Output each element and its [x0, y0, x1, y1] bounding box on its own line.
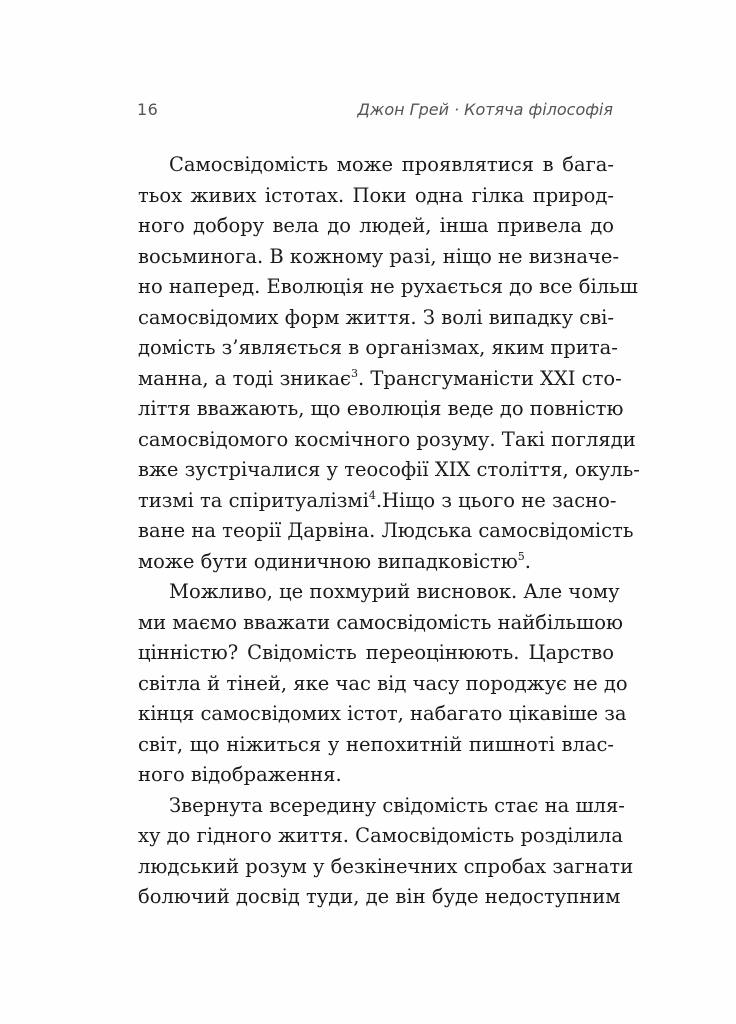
text-line: світ, що ніжиться у непохитній пишноті влас- [138, 732, 614, 756]
page-number: 16 [137, 100, 159, 119]
book-title: Котяча філософія [464, 100, 613, 119]
text-line-with-footnote [138, 486, 617, 517]
text-line-with-footnote [138, 547, 614, 578]
text-line: вже зустрічалися у теософії XIX століття, окуль- [138, 458, 640, 481]
text-line: домість з’являється в організмах, яким прита- [138, 336, 618, 359]
line-text: тизмі та спіритуалізмі [138, 488, 369, 512]
text-line: ми маємо вважати самосвідомість найбільшою [138, 610, 624, 634]
text-line: но наперед. Еволюція не рухається до все більш [138, 275, 638, 298]
line-text: . [524, 549, 531, 573]
author-name: Джон Грей [357, 100, 449, 119]
text-line: ху до гідного життя. Самосвідомість розділила [138, 824, 623, 847]
footnote-ref-3[interactable]: 3 [350, 366, 358, 380]
running-head-title [357, 100, 613, 119]
text-line: ліття вважають, що еволюція веде до повністю [138, 397, 624, 420]
text-line: ного відображення. [138, 763, 342, 786]
running-head [137, 100, 613, 124]
text-line: ване на теорії Дарвіна. Людська самосвідомість [138, 519, 634, 542]
line-text: .Ніщо з цього не засно- [375, 488, 617, 512]
separator: · [453, 100, 460, 119]
text-line: цінністю? Свідомість переоцінюють. Царство [138, 641, 614, 664]
text-line: самосвідомих форм життя. З волі випадку сві- [138, 305, 614, 329]
text-line-with-footnote [138, 364, 622, 395]
text-line: болючий досвід туди, де він буде недоступним [138, 885, 621, 908]
line-text: . Трансгуманісти XXI сто- [357, 366, 622, 390]
footnote-ref-5[interactable]: 5 [517, 549, 525, 563]
line-text: може бути одиничною випадковістю [138, 549, 518, 573]
line-text: манна, а тоді зникає [138, 366, 351, 390]
text-line: восьминога. В кожному разі, ніщо не визначе- [138, 244, 620, 268]
text-line: ного добору вела до людей, інша привела до [138, 214, 614, 237]
text-line: людський розум у безкінечних спробах загнати [138, 854, 634, 878]
text-line: Самосвідомість може проявлятися в бага- [169, 153, 614, 176]
text-line: кінця самосвідомих істот, набагато цікавіше за [138, 702, 627, 725]
text-line: Звернута всередину свідомість стає на шля- [169, 793, 625, 817]
text-line: самосвідомого космічного розуму. Такі погляди [138, 427, 636, 451]
text-line: Можливо, це похмурий висновок. Але чому [169, 580, 620, 603]
text-line: тьох живих істотах. Поки одна гілка природ- [138, 183, 614, 207]
footnote-ref-4[interactable]: 4 [368, 488, 376, 502]
text-line: світла й тіней, яке час від часу породжує не до [138, 671, 628, 695]
body-text [138, 150, 640, 913]
